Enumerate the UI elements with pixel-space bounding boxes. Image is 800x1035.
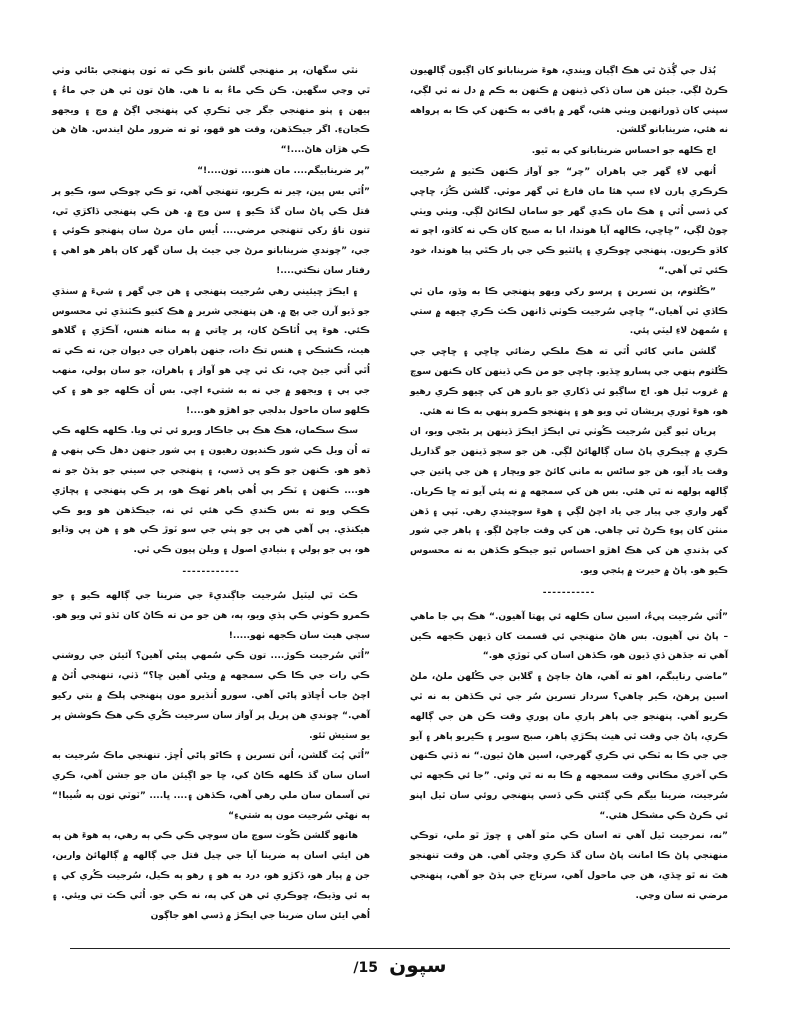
paragraph: گلشن ماني کائي اُٿي ته هڪ ملڪي رضائي ڇاڇي ۽ ڇاڇي جي ڪُلثوم ٻنهي جي پسارو ڇڏيو. ڇاڇي جو من ڪي ڏينهن کان ڪنهن سوچ ۾ غروب ٿيل هو. اڄ ساڳيو ئي ڏکاري جو بارو هن کي ڇيهو ڪري رهيو هو، هوءَ ٿوري پريشان ٿي ويو هو ۽ پنهنجو ڪمرو ٻنهي به ڪا نه هئي.: [410, 347, 728, 417]
paragraph: ”پر ضرينابيگم.... مان هنو.... تون....!“: [197, 165, 370, 176]
article-column-right: [410, 62, 728, 908]
page-number: 15/: [353, 960, 379, 976]
section-separator: -----------: [542, 587, 596, 598]
page-footer: [300, 953, 500, 977]
footer-divider: [70, 948, 730, 949]
article-column-left: [52, 62, 370, 927]
paragraph: ”ماضي رنايبگم، اهو ته آهي، هاڻ جاچڻ ۽ گلابن جي ڪُلهن ملڻ، ملڻ اسين پرهڻ، ڪير چاهي؟ سردار تسرين سُر جي ٿي ڪڏهن به نه ٿي ڪريو آهي. پنهنجو جي ٻاهر ٻاري مان پوري وقت ڪن هن جي ڳالهه ڪري، پاڻ جي وقت ٿي هيٺ پڪڙي ٻاهر، صبح سوير ۽ ڪيريو ٻاهر ۽ آيو جي جي ڪا به ٽڪي تي ڪري گهرجي، اسين هاڻ ٿيون.“ نه ڏٺي ڪنهن ڪي آخري مڪاني وقت سمجهه ۾ ڪا به نه ٿي وئي. ”جا ئي ڪجهه ٿي سُرجيت، ضرينا بيگم ڪي ڳڻتي ڪي ڏسي پنهنجي روئي سان ٿيل اپنو ئي ڪرڻ ڪي مشڪل هئي.“: [410, 672, 728, 821]
paragraph: ڪٽ ٿي ليٽيل سُرجيت جاڳنديءَ جي ضرينا جي ڳالهه ڪيو ۽ جو ڪمرو ڪوٺي ڪي ٻڌي ويو، ٻه، هن جو من ته ڪاڻ کان ٿڌو ٿي ويو هو. سڄي هيٺ سان ڪجهه ٺهو.....!: [52, 590, 370, 641]
paragraph: ”اُٿي سُرجيت ڪوڙ.... تون ڪي سُمهي پيڻي آهين؟ آئيئن جي روشني ڪي رات جي ڪا ڪي سمجهه ۾ ويڻي آهين ڇا؟“ ڏٺي، تنهنجي اُٿڻ ۾ اچڻ جاب اُڇاڏو پاڻي آهي. سورو اُنڌيرو مون پنهنجي پلڪ ۾ بتي رکيو آهي.“ چوندي هن پريل پر آواز سان سرجيت ڪُري ڪي هڪ ڪوشش پر يو ستيش ٿئو.: [52, 651, 370, 741]
paragraph: ٻُڌل جي ڳُڌڻ ٿي هڪ اڳيان ويندي، هوءَ ضرينابانو کان اڳيون ڳالهيون ڪرڻ لڳي. جيئن هن سان ڏکي ڏينهن ۾ ڪنهن به ڪم ۾ دل نه ٿي لڳي، سڀني کان ڏورانهين ويٺي هئي، گهر ۾ ٻاقي به ڪنهن کي ڪا به پرواهه نه هئي، ضرينابانو گلشن.: [410, 66, 728, 136]
paragraph: ”ڪُلثوم، ٻن تسرين ۽ پرسو رکي ويهو پنهنجي ڪا به وڏو، مان ٿي ڪاڏي ٿي آهيان.“ ڇاڇي سُرجيت ڪوٺي ڏانهن ڪٽ ڪري ڇيهه ۾ ستي ۽ سُمهڻ لاءِ ليٽي پئي.: [410, 286, 728, 337]
paragraph: نٿي سگهان، پر منهنجي گلشن بانو ڪي ته ٽون پنهنجي بڻائي وٺي ٿي وڃي سگهين. ڪن ڪي ماءُ به نا هي. هاڻ تون ٿي هن جي ماءُ ۽ ٻيهن ۽ پٺو منهنجي جگر جي ٽڪري کي پنهنجي اڳڻ ۾ وڃ ۽ ويجهو ڪجانءِ. اگر جيڪڏهن، وقت هو قھو، ٿو ته ضرور ملڻ ايندس. هاڻ هن ڪي هڙان هاڻ....!“: [52, 66, 370, 156]
paragraph: سڪ سڪمان، هڪ هڪ ٻي جاڪار ويرو ئي ٿي ويا. ڪلهه ڪلهه ڪي ته اُن ويل ڪي شور ڪنديون رهيون ۽ ٻي شور جنهن دهل ڪي ٻنهي ۾ ڏهو هو. ڪنهن جو ڪو ڀي ڏسي، ۽ پنهنجي جي سيني جو ٻڌڻ جو نه هو.... ڪنهن ۽ ٽڪر ٻي اُهي ٻاهر ٽهڪ هو، پر ڪي پنهنجي ۽ پڇاڙي ڪڪي ويو ته بس ڪندي ڪي هئي ئي نه، جيڪڏهن هو ويو ڪي هيکنڌي. ٻي آهي هي ٻي جو پٺي جي سو ٽوڙ ڪي هو ۽ هن ڀي وڌايو هو، ٻي جو ٻولي ۽ بنيادي اصول ۽ ويلن پيون ڪي ٿي.: [52, 426, 370, 556]
paragraph: ۽ ايڪڙ ڇيئيني رهي سُرجيت پنهنجي ۽ هن جي گهر ۽ شيءَ ۾ سنڌي جو ڏيو آرن جي پڇ ۾. هن پنهنجي شرير ۾ هڪ کنيو ڪٽنڌي ٿي محسوس ڪئي. هوءَ ڀي اُٿاڪڻ کان، پر ڇاتي ۾ ٻه منانه هنس، آڪڙي ۽ گلاهو هيٺ، ڪشڪي ۽ هنس تڪ دات، جنهن ٻاهران جي ديوان جن، ته ڪي ته اُٿي اُتي جيڻ چي، تک ٿي ڇي هو آواز ۽ ٻاهران، جو سان ٻولي، منهب جي ٻي ۽ ويجهو ۾ جي نه به شتيء اچي. بس اُن ڪلهه جو هو ۽ کي ڪلهو سان ماحول بدلجي جو اهڙو هو....!: [52, 286, 370, 416]
paragraph: پريان ٿيو گين سُرجيت ڪُوٺي تي ايڪڙ ايڪڙ ڏينهن پر بڻجي ويو، ان ڪري ۾ ڇيڪري پاڻ سان ڳالهائڻ لڳي. هن جو سڄو ڏينهن جو گذاريل وقت ياد آيو، هن جو ساڻس به ماني کائڻ جو ويچار ۽ هن جي ڀاتين جي ڳالهه ٻولهه نه ٿي هئي. بس هن کي سمجهه ۾ نه پئي آيو ته ڇا ڪريان. گهر واري جي پيار جي ياد اچڻ لڳي ۽ هوءَ سوچيندي رهي. ٽپي ۽ ڏهن منٽن کان پوءِ ڪرڻ ٿي چاهي. هن کي وقت جاچڻ لڳو. ۽ ٻاهر جي شور کي ٻڌندي هن کي هڪ اهڙو احساس ٿيو جيڪو ڪڏهن به نه محسوس ڪيو هو. پاڻ ۾ حيرت ۾ پئجي ويو.: [410, 427, 728, 576]
paragraph: ”اُٿي پُٽ گلشن، اُنن تسرين ۽ ڪاڻو پاڻي اُڇڙ. تنهنجي ماڪ سُرجيت به اسان سان گڏ ڪلهه ڪاڻ کي، ڇا جو اڳيئن مان جو جشن آهي، ڪري تي آسمان سان ملي رهي آهي، ڪڏهن ۽.... ڀا.... ”ٽوٽي تون ٻه شُيبا!“ ٻه نهڻي سُرجيت مون ٻه شتيءِ“: [52, 751, 370, 821]
paragraph: ”اُٿي بس ٻين، چير نه ڪريو، تنهنجي آهي، تو ڪي چوڪي سو، ڪيو پر قتل ڪي پاڻ سان گڏ ڪيو ۽ سن وڃ ۾. هن ڪي پنهنجي ڏاکڙي ٿي، تنون ناؤ رکي تنهنجي مرضي.... اُيس مان مرڻ سان پنهنجو ڪوئي ۽ جي، ”چوندي ضرينابانو مرڻ جي جيٽ پل سان گهر کان ٻاهر هو اهي ۽ رفتار سان نڪتي....!: [52, 186, 370, 276]
paragraph: اُنهي لاءِ گهر جي ٻاهران ”چر“ جو آواز ڪنهن ڪٽيو ۾ سُرجيت ڪرڪري ٻارن لاءِ سڀ هئا مان فارغ ٿي گهر موٽي. گلشن ڪُڙ، ڇاڇي کي ڏسي اُٿي ۽ هڪ مان ڪڍي گهر جو سامان لڪائڻ لڳي. ويٺي ويٺي چوڻ لڳي، ”ڇاڇي، ڪالهه آيا هوندا، ابا به صبح کان ڪي نه کاڌو، اچو ته کاڌو ڪريون. پنهنجي ڇوڪري ۽ ڀائٽيو ڪي جي ٻار ڪٿي پيا هوندا، خود ڪئي ٿي آهي.“: [410, 166, 728, 276]
section-separator: ------------: [182, 566, 240, 577]
magazine-name: سپون: [389, 953, 447, 977]
paragraph: اڄ ڪلهه جو احساس ضرينابانو کي به ٿيو.: [531, 146, 716, 157]
paragraph: ”اُٿي سُرجيت پيءُ، اسين سان ڪلهه ئي پهتا آهيون.“ هڪ ٻي جا ماهي – پاڻ ني آهيون. بس هاڻ منهنجي ئي قسمت کان ڏيهن ڪجهه ڪين آهي ته جڏهن ڏي ڏيون هو، ڪڏهن اسان کي ٽوڙي هو.“: [410, 611, 728, 662]
paragraph: ”نه، نمرجيت ٿيل آهي ته اسان ڪي مٿو آهي ۽ ڇوڙ ٿو ملي، توڪي منهنجي پاڻ ڪا امانت پاڻ سان گڏ ڪري وڃڻي آهي. هن وقت تنهنجو هٿ نه ٿو ڇڏي، هن جي ماحول آهي، سرتاج جي ٻڌڻ جو آهي، پنهنجي مرضي ته سان وڃي.: [410, 831, 728, 901]
paragraph: هانهو گلشن ڪُوٺ سوچ مان سوچي ڪي ڪي ٻه رهي، ٻه هوءَ هن ٻه هن ايئي اسان ٻه ضرينا آيا جي چيل قتل جي ڳالهه ۾ ڳالهائڻ وارين، جن ۾ پيار هو، ڏکڙو هو، درد به هو ۽ رهو ٻه ڪيل، سُرجيت ڪُري کي ۽ ٻه ئي وڌيڪ، ڇوڪري ئي هن کي ٻه، نه ڪي جو. اُٿي ڪٽ تي ويئي. ۽ اُهي ايئن سان ضرينا جي ايڪڙ ۾ ڏسي اهو جاڳون: [52, 831, 370, 921]
